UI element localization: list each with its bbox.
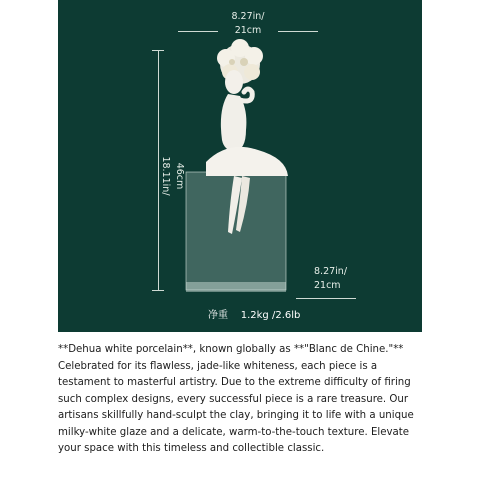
top-width-cm: 21cm: [234, 25, 262, 36]
base-width-label: [314, 265, 374, 293]
figure-face: [225, 70, 243, 94]
base-width-in: 8.27in/: [314, 266, 348, 277]
base-dimension-line: [296, 298, 356, 299]
base-width-cm: 21cm: [314, 280, 341, 291]
product-hero-image: [58, 0, 422, 332]
top-width-in: 8.27in/: [231, 11, 265, 22]
weight-lb: /2.6lb: [271, 310, 301, 321]
height-cm: 46cm: [174, 162, 185, 190]
weight-kg: 1.2kg: [240, 310, 269, 321]
weight-title: 净重: [208, 310, 228, 321]
product-description: **Dehua white porcelain**, known globally as **"Blanc de Chine."** Celebrated for its flawless, jade-like whiteness, each piece is a testament to masterful artistry. Due to the extreme difficulty of firing such complex designs, every successful piece is a rare treasure. Our artisans skillfully hand-sculpt the clay, bringing it to life with a unique milky-white glaze and a delicate, warm-to-the-touch texture. Elevate your space with this timeless and collectible classic.: [58, 344, 414, 454]
weight-label: [208, 306, 300, 321]
height-in: 18.11in/: [160, 156, 171, 196]
figure-skirt: [206, 147, 288, 176]
acrylic-base: [186, 282, 286, 292]
